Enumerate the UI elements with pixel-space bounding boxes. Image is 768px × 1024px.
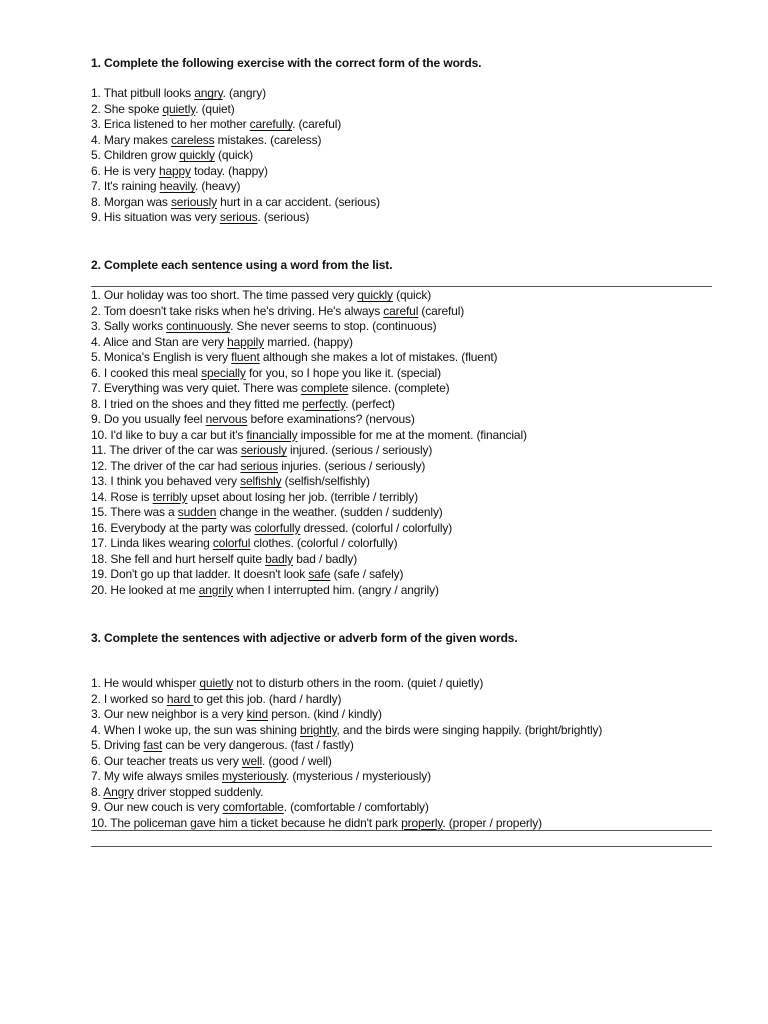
exercise-item [91, 102, 380, 118]
item-text-after: before examinations? (nervous) [247, 412, 415, 426]
item-number: 3. [91, 707, 101, 721]
exercise-item [91, 117, 380, 133]
item-answer: nervous [205, 412, 248, 426]
exercise-item [91, 567, 527, 583]
item-text-after: driver stopped suddenly. [133, 784, 264, 799]
item-text-before: Don't go up that ladder. It doesn't look [110, 567, 309, 581]
item-answer: mysteriously [221, 769, 286, 783]
exercise-item [91, 397, 527, 413]
item-text-before: He is very [103, 163, 159, 178]
item-answer: sudden [177, 505, 217, 519]
item-text-after: injured. (serious / seriously) [286, 443, 433, 457]
item-number: 10. [91, 427, 108, 442]
item-text-after: . (heavy) [195, 179, 241, 193]
exercise-item [91, 304, 527, 320]
section-3-list [91, 676, 602, 831]
item-number: 3. [91, 117, 101, 131]
item-answer: brightly [299, 722, 337, 737]
item-number: 1. [91, 86, 101, 100]
item-number: 4. [91, 722, 101, 737]
item-text-after: for you, so I hope you like it. (special) [245, 365, 441, 380]
item-answer: quickly [179, 148, 215, 162]
item-text-before: She spoke [103, 101, 163, 116]
item-text-before: I think you behaved very [110, 474, 241, 488]
item-number: 18. [91, 551, 108, 566]
item-number: 13. [91, 474, 108, 488]
section-3-bottom-divider [91, 830, 712, 831]
item-number: 1. [91, 288, 101, 302]
item-answer: seriously [170, 194, 217, 209]
item-text-after: although she makes a lot of mistakes. (fluent) [259, 350, 498, 364]
exercise-item [91, 148, 380, 164]
item-number: 6. [91, 163, 101, 178]
section-2-top-divider [91, 286, 712, 287]
item-text-before: Everybody at the party was [110, 520, 255, 535]
page-bottom-divider [91, 846, 712, 847]
exercise-item [91, 428, 527, 444]
exercise-item [91, 288, 527, 304]
item-text-before: Mary makes [103, 132, 171, 147]
item-number: 16. [91, 520, 108, 535]
item-answer: fluent [231, 350, 260, 364]
item-number: 10. [91, 815, 108, 830]
item-number: 7. [91, 179, 101, 193]
exercise-item [91, 350, 527, 366]
item-answer: well [241, 753, 262, 768]
exercise-item [91, 583, 527, 599]
item-answer: quietly [199, 676, 234, 690]
item-number: 2. [91, 691, 101, 706]
item-text-after: . (good / well) [262, 753, 332, 768]
item-answer: careful [383, 303, 419, 318]
item-answer: happy [158, 163, 191, 178]
item-text-after: (quick) [214, 148, 253, 162]
item-answer: terribly [152, 489, 188, 504]
item-number: 11. [91, 443, 107, 457]
exercise-item [91, 738, 602, 754]
item-number: 8. [91, 784, 101, 799]
item-text-before: He would whisper [103, 676, 200, 690]
item-text-before: The driver of the car had [110, 458, 241, 473]
item-text-before: The driver of the car was [109, 443, 241, 457]
section-1-list [91, 86, 380, 226]
item-text-after: upset about losing her job. (terrible / terribly) [187, 489, 419, 504]
item-text-before: Everything was very quiet. There was [103, 381, 301, 395]
exercise-item [91, 195, 380, 211]
exercise-item [91, 412, 527, 428]
item-number: 5. [91, 350, 101, 364]
item-text-after: change in the weather. (sudden / suddenly) [216, 505, 443, 519]
item-number: 5. [91, 738, 101, 752]
item-number: 5. [91, 148, 101, 162]
item-text-after: . (perfect) [345, 396, 395, 411]
item-number: 3. [91, 319, 101, 333]
exercise-item [91, 366, 527, 382]
item-text-before: I cooked this meal [103, 365, 202, 380]
exercise-item [91, 552, 527, 568]
item-text-after: silence. (complete) [348, 381, 450, 395]
item-text-before: I tried on the shoes and they fitted me [103, 396, 303, 411]
exercise-item [91, 536, 527, 552]
item-text-after: impossible for me at the moment. (financial) [297, 427, 527, 442]
item-text-after: married. (happy) [264, 334, 353, 349]
item-text-before: Tom doesn't take risks when he's driving. He's always [103, 303, 384, 318]
item-answer: hard [166, 691, 194, 706]
item-text-before: It's raining [103, 179, 160, 193]
item-number: 2. [91, 303, 101, 318]
item-number: 19. [91, 567, 108, 581]
item-text-before: Erica listened to her mother [103, 117, 250, 131]
item-number: 7. [91, 769, 101, 783]
item-text-after: can be very dangerous. (fast / fastly) [162, 738, 354, 752]
item-number: 17. [91, 536, 108, 550]
item-text-after: dressed. (colorful / colorfully) [300, 520, 453, 535]
item-number: 20. [91, 582, 108, 597]
item-text-after: . (mysterious / mysteriously) [285, 769, 431, 783]
item-answer: serious [240, 458, 279, 473]
item-number: 14. [91, 489, 108, 504]
item-text-after: (selfish/selfishly) [281, 474, 370, 488]
item-answer: fast [143, 738, 163, 752]
item-text-after: (quick) [392, 288, 432, 302]
item-number: 9. [91, 210, 101, 224]
item-answer: financially [246, 427, 298, 442]
exercise-item [91, 164, 380, 180]
item-answer: quickly [357, 288, 393, 302]
item-text-before: Monica's English is very [103, 350, 232, 364]
item-number: 4. [91, 132, 101, 147]
exercise-item [91, 381, 527, 397]
item-text-after: when I interrupted him. (angry / angrily) [233, 582, 439, 597]
item-text-after: injuries. (serious / seriously) [278, 458, 426, 473]
item-number: 2. [91, 101, 101, 116]
item-answer: colorful [212, 536, 251, 550]
item-text-before: Our new neighbor is a very [103, 707, 247, 721]
item-text-after: mistakes. (careless) [214, 132, 322, 147]
item-text-before: Do you usually feel [103, 412, 206, 426]
exercise-item [91, 319, 527, 335]
item-answer: comfortable [222, 800, 284, 814]
item-answer: heavily [159, 179, 196, 193]
item-text-before: When I woke up, the sun was shining [103, 722, 300, 737]
item-text-before: Our holiday was too short. The time passed very [103, 288, 358, 302]
item-text-after: person. (kind / kindly) [268, 707, 382, 721]
item-text-before: Sally works [103, 319, 167, 333]
item-text-before: Our new couch is very [103, 800, 223, 814]
item-answer: carefully [249, 117, 293, 131]
item-answer: quietly [162, 101, 196, 116]
item-text-before: I'd like to buy a car but it's [110, 427, 247, 442]
exercise-item [91, 505, 527, 521]
exercise-item [91, 723, 602, 739]
item-text-after: . (angry) [222, 86, 266, 100]
item-number: 15. [91, 505, 108, 519]
item-text-after: . She never seems to stop. (continuous) [230, 319, 437, 333]
exercise-item [91, 335, 527, 351]
section-1-heading: 1. Complete the following exercise with the correct form of the words. [91, 56, 482, 70]
item-answer: safe [308, 567, 331, 581]
item-text-before: Rose is [110, 489, 153, 504]
item-number: 8. [91, 194, 101, 209]
item-text-after: today. (happy) [190, 163, 268, 178]
exercise-item [91, 443, 527, 459]
exercise-item [91, 133, 380, 149]
exercise-item [91, 769, 602, 785]
exercise-item [91, 800, 602, 816]
item-number: 7. [91, 381, 101, 395]
item-answer: continuously [166, 319, 231, 333]
exercise-item [91, 785, 602, 801]
item-number: 8. [91, 396, 101, 411]
item-text-before: Driving [103, 738, 144, 752]
item-text-after: bad / badly) [293, 551, 358, 566]
item-answer: serious [219, 210, 258, 224]
item-text-after: clothes. (colorful / colorfully) [250, 536, 398, 550]
exercise-item [91, 816, 602, 832]
item-answer: properly [401, 815, 443, 830]
section-2-list [91, 288, 527, 598]
item-answer: specially [201, 365, 246, 380]
exercise-item [91, 754, 602, 770]
item-number: 6. [91, 365, 101, 380]
item-text-after: . (comfortable / comfortably) [283, 800, 429, 814]
item-text-after: . (quiet) [195, 101, 235, 116]
item-text-after: , and the birds were singing happily. (bright/brightly) [336, 722, 603, 737]
item-answer: kind [246, 707, 269, 721]
item-answer: happily [227, 334, 265, 349]
item-text-before: Children grow [103, 148, 180, 162]
item-answer: badly [265, 551, 294, 566]
item-answer: selfishly [240, 474, 282, 488]
item-text-before: Our teacher treats us very [103, 753, 242, 768]
item-text-after: not to disturb others in the room. (quiet / quietly) [233, 676, 484, 690]
item-answer: careless [170, 132, 215, 147]
item-answer: complete [300, 381, 349, 395]
exercise-item [91, 210, 380, 226]
item-text-after: hurt in a car accident. (serious) [216, 194, 380, 209]
item-answer: colorfully [254, 520, 301, 535]
item-text-before: Alice and Stan are very [103, 334, 228, 349]
exercise-item [91, 474, 527, 490]
item-number: 12. [91, 458, 108, 473]
item-number: 4. [91, 334, 101, 349]
item-answer: angrily [198, 582, 234, 597]
item-text-after: (careful) [418, 303, 465, 318]
exercise-item [91, 179, 380, 195]
item-text-before: She fell and hurt herself quite [110, 551, 266, 566]
item-answer: seriously [240, 443, 287, 457]
item-number: 9. [91, 412, 101, 426]
section-3-heading: 3. Complete the sentences with adjective or adverb form of the given words. [91, 631, 518, 645]
item-number: 1. [91, 676, 101, 690]
item-number: 6. [91, 753, 101, 768]
exercise-item [91, 521, 527, 537]
item-text-before: He looked at me [110, 582, 199, 597]
section-2-heading: 2. Complete each sentence using a word from the list. [91, 258, 393, 272]
item-text-before: That pitbull looks [103, 86, 195, 100]
item-text-before: I worked so [103, 691, 167, 706]
item-answer: angry [194, 86, 223, 100]
exercise-item [91, 490, 527, 506]
item-text-after: . (proper / properly) [442, 815, 542, 830]
item-text-after: (safe / safely) [330, 567, 404, 581]
item-answer: Angry [103, 784, 134, 799]
item-text-after: . (serious) [257, 210, 310, 224]
exercise-item [91, 676, 602, 692]
exercise-item [91, 692, 602, 708]
exercise-item [91, 459, 527, 475]
item-text-before: His situation was very [103, 210, 220, 224]
item-text-after: . (careful) [292, 117, 342, 131]
item-text-before: There was a [110, 505, 178, 519]
exercise-item [91, 86, 380, 102]
item-text-before: Linda likes wearing [110, 536, 213, 550]
item-number: 9. [91, 800, 101, 814]
exercise-item [91, 707, 602, 723]
item-text-after: to get this job. (hard / hardly) [193, 691, 342, 706]
item-text-before: The policeman gave him a ticket because he didn't park [110, 815, 402, 830]
item-text-before: Morgan was [103, 194, 171, 209]
item-answer: perfectly [302, 396, 346, 411]
item-text-before: My wife always smiles [103, 769, 222, 783]
